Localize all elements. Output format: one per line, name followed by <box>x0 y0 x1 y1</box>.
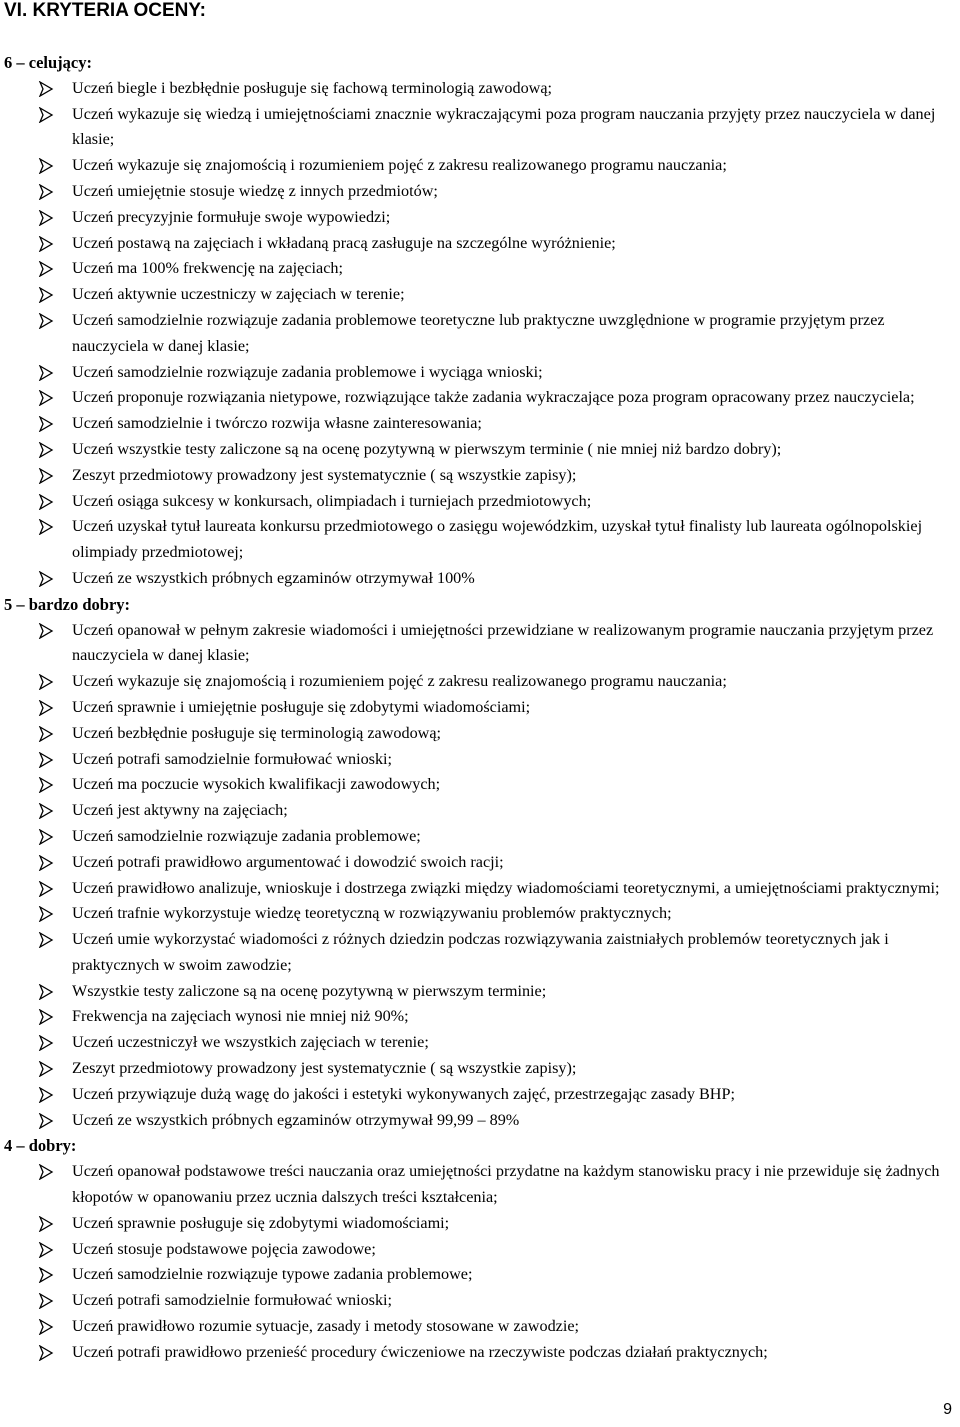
criteria-item-text: Uczeń potrafi prawidłowo przenieść procedury ćwiczeniowe na rzeczywiste podczas działań praktycznych; <box>72 1342 768 1361</box>
arrow-bullet-icon <box>38 1164 54 1180</box>
arrow-bullet-icon <box>38 107 54 123</box>
document-heading: VI. KRYTERIA OCENY: <box>4 0 206 21</box>
criteria-item-text: Uczeń trafnie wykorzystuje wiedzę teoretyczną w rozwiązywaniu problemów praktycznych; <box>72 904 672 923</box>
criteria-item-text: Uczeń wykazuje się wiedzą i umiejętnościami znacznie wykraczającymi poza program nauczania przyjęty przez nauczyciela w danej klasie; <box>72 104 936 149</box>
grade-heading-bardzo-dobry: 5 – bardzo dobry: <box>4 594 131 614</box>
arrow-bullet-icon <box>38 1267 54 1283</box>
criteria-item-text: Uczeń precyzyjnie formułuje swoje wypowiedzi; <box>72 207 391 226</box>
criteria-item-text: Uczeń umie wykorzystać wiadomości z różnych dziedzin podczas rozwiązywania zaistniałych problemów teoretycznych jak i praktycznych w swoim zawodzie; <box>72 930 889 974</box>
criteria-item <box>0 76 960 102</box>
criteria-item <box>0 1237 960 1263</box>
criteria-item-text: Zeszyt przedmiotowy prowadzony jest systematycznie ( są wszystkie zapisy); <box>72 1059 577 1078</box>
criteria-item <box>0 695 960 721</box>
criteria-item <box>0 411 960 437</box>
criteria-item-text: Uczeń jest aktywny na zajęciach; <box>72 801 288 820</box>
arrow-bullet-icon <box>38 1242 54 1258</box>
criteria-item-text: Uczeń biegle i bezbłędnie posługuje się fachową terminologią zawodową; <box>72 78 553 97</box>
arrow-bullet-icon <box>38 855 54 871</box>
criteria-item <box>0 721 960 747</box>
criteria-item <box>0 385 960 411</box>
criteria-item <box>0 1030 960 1056</box>
criteria-item <box>0 1288 960 1314</box>
arrow-bullet-icon <box>38 932 54 948</box>
criteria-item <box>0 1262 960 1288</box>
criteria-item <box>0 514 960 566</box>
criteria-item-text: Uczeń opanował w pełnym zakresie wiadomości i umiejętności przewidziane w realizowanym programie nauczania przyjętym przez nauczyciela w danej klasie; <box>72 620 934 665</box>
criteria-list <box>0 1159 960 1365</box>
criteria-item <box>0 1340 960 1366</box>
criteria-content <box>0 50 960 1366</box>
arrow-bullet-icon <box>38 752 54 768</box>
criteria-item <box>0 256 960 282</box>
arrow-bullet-icon <box>38 829 54 845</box>
criteria-item-text: Uczeń ma 100% frekwencję na zajęciach; <box>72 259 343 278</box>
arrow-bullet-icon <box>38 726 54 742</box>
arrow-bullet-icon <box>38 674 54 690</box>
arrow-bullet-icon <box>38 468 54 484</box>
criteria-item-text: Uczeń uzyskał tytuł laureata konkursu przedmiotowego o zasięgu wojewódzkim, uzyskał tytuł finalisty lub laureata ogólnopolskiej olimpiady przedmiotowej; <box>72 517 923 562</box>
criteria-item <box>0 102 960 154</box>
criteria-item-text: Uczeń osiąga sukcesy w konkursach, olimpiadach i turniejach przedmiotowych; <box>72 491 592 510</box>
criteria-item-text: Zeszyt przedmiotowy prowadzony jest systematycznie ( są wszystkie zapisy); <box>72 465 577 484</box>
criteria-item-text: Uczeń prawidłowo analizuje, wnioskuje i dostrzega związki między wiadomościami teoretycznymi, a umiejętnościami praktycznymi; <box>72 878 940 897</box>
criteria-item <box>0 463 960 489</box>
arrow-bullet-icon <box>38 313 54 329</box>
arrow-bullet-icon <box>38 287 54 303</box>
arrow-bullet-icon <box>38 1009 54 1025</box>
grade-heading-celujacy: 6 – celujący: <box>4 53 92 72</box>
arrow-bullet-icon <box>38 158 54 174</box>
criteria-item-text: Uczeń samodzielnie rozwiązuje zadania problemowe teoretyczne lub praktyczne uwzględnione w programie przyjętym przez nauczyciela w danej klasie; <box>72 310 885 355</box>
arrow-bullet-icon <box>38 519 54 535</box>
criteria-item-text: Uczeń ma poczucie wysokich kwalifikacji zawodowych; <box>72 775 441 794</box>
criteria-item <box>0 153 960 179</box>
arrow-bullet-icon <box>38 906 54 922</box>
arrow-bullet-icon <box>38 442 54 458</box>
criteria-item <box>0 360 960 386</box>
criteria-list <box>0 618 960 1134</box>
criteria-item-text: Uczeń samodzielnie i twórczo rozwija własne zainteresowania; <box>72 414 482 433</box>
criteria-item-text: Uczeń samodzielnie rozwiązuje zadania problemowe; <box>72 826 421 845</box>
criteria-item-text: Uczeń umiejętnie stosuje wiedzę z innych przedmiotów; <box>72 181 438 200</box>
arrow-bullet-icon <box>38 700 54 716</box>
arrow-bullet-icon <box>38 1113 54 1129</box>
arrow-bullet-icon <box>38 494 54 510</box>
arrow-bullet-icon <box>38 236 54 252</box>
criteria-item-text: Uczeń stosuje podstawowe pojęcia zawodowe; <box>72 1239 376 1258</box>
arrow-bullet-icon <box>38 1035 54 1051</box>
arrow-bullet-icon <box>38 803 54 819</box>
criteria-item <box>0 437 960 463</box>
arrow-bullet-icon <box>38 261 54 277</box>
arrow-bullet-icon <box>38 416 54 432</box>
criteria-item-text: Uczeń sprawnie i umiejętnie posługuje się zdobytymi wiadomościami; <box>72 697 531 716</box>
criteria-item-text: Uczeń bezbłędnie posługuje się terminologią zawodową; <box>72 723 442 742</box>
criteria-item-text: Uczeń wszystkie testy zaliczone są na ocenę pozytywną w pierwszym terminie ( nie mniej niż bardzo dobry); <box>72 439 782 458</box>
criteria-item <box>0 1004 960 1030</box>
criteria-item-text: Uczeń wykazuje się znajomością i rozumieniem pojęć z zakresu realizowanego programu nauczania; <box>72 672 727 691</box>
criteria-item <box>0 979 960 1005</box>
criteria-item <box>0 669 960 695</box>
criteria-item <box>0 282 960 308</box>
criteria-item-text: Uczeń potrafi samodzielnie formułować wnioski; <box>72 1291 393 1310</box>
arrow-bullet-icon <box>38 777 54 793</box>
criteria-item-text: Uczeń prawidłowo rozumie sytuacje, zasady i metody stosowane w zawodzie; <box>72 1317 580 1336</box>
criteria-item <box>0 1082 960 1108</box>
arrow-bullet-icon <box>38 81 54 97</box>
criteria-item-text: Uczeń sprawnie posługuje się zdobytymi wiadomościami; <box>72 1213 450 1232</box>
criteria-item <box>0 772 960 798</box>
criteria-item-text: Uczeń wykazuje się znajomością i rozumieniem pojęć z zakresu realizowanego programu nauczania; <box>72 156 727 175</box>
arrow-bullet-icon <box>38 623 54 639</box>
arrow-bullet-icon <box>38 1293 54 1309</box>
arrow-bullet-icon <box>38 210 54 226</box>
arrow-bullet-icon <box>38 390 54 406</box>
arrow-bullet-icon <box>38 1319 54 1335</box>
criteria-item <box>0 1211 960 1237</box>
criteria-item-text: Wszystkie testy zaliczone są na ocenę pozytywną w pierwszym terminie; <box>72 981 547 1000</box>
criteria-item <box>0 1108 960 1134</box>
arrow-bullet-icon <box>38 881 54 897</box>
criteria-item <box>0 1056 960 1082</box>
criteria-item-text: Frekwencja na zajęciach wynosi nie mniej niż 90%; <box>72 1007 409 1026</box>
criteria-item-text: Uczeń potrafi prawidłowo argumentować i dowodzić swoich racji; <box>72 852 504 871</box>
arrow-bullet-icon <box>38 571 54 587</box>
arrow-bullet-icon <box>38 1216 54 1232</box>
arrow-bullet-icon <box>38 1345 54 1361</box>
criteria-item <box>0 824 960 850</box>
criteria-item <box>0 850 960 876</box>
criteria-item-text: Uczeń potrafi samodzielnie formułować wnioski; <box>72 749 393 768</box>
criteria-item <box>0 1314 960 1340</box>
criteria-item-text: Uczeń samodzielnie rozwiązuje zadania problemowe i wyciąga wnioski; <box>72 362 543 381</box>
grade-heading-dobry: 4 – dobry: <box>4 1136 77 1156</box>
criteria-item <box>0 231 960 257</box>
criteria-item <box>0 179 960 205</box>
criteria-item <box>0 927 960 979</box>
criteria-item-text: Uczeń ze wszystkich próbnych egzaminów otrzymywał 100% <box>72 568 475 587</box>
criteria-item <box>0 489 960 515</box>
arrow-bullet-icon <box>38 1061 54 1077</box>
criteria-item-text: Uczeń samodzielnie rozwiązuje typowe zadania problemowe; <box>72 1265 473 1284</box>
arrow-bullet-icon <box>38 984 54 1000</box>
criteria-item <box>0 205 960 231</box>
criteria-item-text: Uczeń proponuje rozwiązania nietypowe, rozwiązujące także zadania wykraczające poza program opracowany przez nauczyciela; <box>72 388 915 407</box>
criteria-item <box>0 1159 960 1211</box>
criteria-item <box>0 747 960 773</box>
arrow-bullet-icon <box>38 365 54 381</box>
criteria-item <box>0 566 960 592</box>
criteria-item-text: Uczeń przywiązuje dużą wagę do jakości i estetyki wykonywanych zajęć, przestrzegając zasady BHP; <box>72 1084 735 1103</box>
arrow-bullet-icon <box>38 184 54 200</box>
criteria-item-text: Uczeń ze wszystkich próbnych egzaminów otrzymywał 99,99 – 89% <box>72 1110 520 1129</box>
criteria-item <box>0 901 960 927</box>
criteria-item <box>0 798 960 824</box>
criteria-item-text: Uczeń uczestniczył we wszystkich zajęciach w terenie; <box>72 1033 429 1052</box>
criteria-list <box>0 76 960 592</box>
criteria-item <box>0 308 960 360</box>
page-number: 9 <box>943 1401 952 1418</box>
criteria-item <box>0 618 960 670</box>
arrow-bullet-icon <box>38 1087 54 1103</box>
criteria-item-text: Uczeń postawą na zajęciach i wkładaną pracą zasługuje na szczególne wyróżnienie; <box>72 233 616 252</box>
criteria-item-text: Uczeń opanował podstawowe treści nauczania oraz umiejętności przydatne na każdym stanowisku pracy i nie przewiduje się żadnych kłopotów w opanowaniu przez ucznia dalszych treści kształcenia; <box>72 1162 940 1207</box>
criteria-item-text: Uczeń aktywnie uczestniczy w zajęciach w terenie; <box>72 285 405 304</box>
criteria-item <box>0 876 960 902</box>
